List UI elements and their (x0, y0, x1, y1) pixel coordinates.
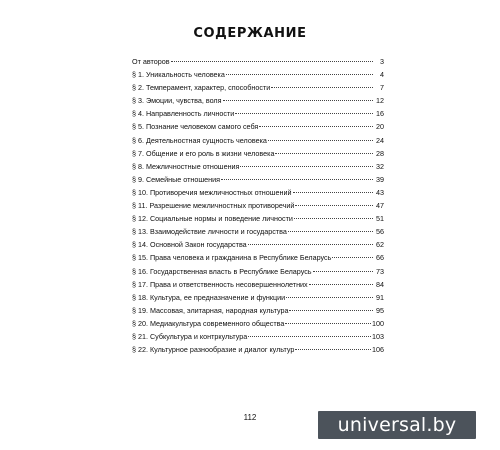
dot-leader (332, 257, 373, 258)
page-title: СОДЕРЖАНИЕ (193, 26, 307, 41)
toc-entry-title: § 13. Взаимодействие личности и государства (132, 227, 287, 237)
dot-leader (259, 126, 373, 127)
dot-leader (271, 87, 373, 88)
toc-entry (132, 107, 384, 120)
toc-entry (132, 134, 384, 147)
watermark-logo (318, 411, 476, 439)
toc-entry-title: § 15. Права человека и гражданина в Республике Беларусь (132, 253, 332, 263)
toc-entry-page: 51 (376, 214, 384, 224)
toc-entry-title: § 20. Медиакультура современного общества (132, 318, 285, 328)
toc-entry (132, 343, 384, 356)
dot-leader (171, 61, 373, 62)
toc-entry (132, 186, 384, 199)
toc-entry-page: 43 (376, 187, 384, 197)
toc-entry-page: 66 (376, 253, 384, 263)
toc-entry (132, 317, 384, 330)
toc-entry (132, 251, 384, 264)
toc-entry-page: 106 (372, 345, 384, 355)
toc-entry (132, 160, 384, 173)
toc-entry-page: 28 (376, 148, 384, 158)
dot-leader (313, 271, 373, 272)
toc-entry (132, 173, 384, 186)
toc-entry-page: 56 (376, 227, 384, 237)
toc-entry (132, 265, 384, 278)
toc-entry (132, 120, 384, 133)
dot-leader (289, 310, 373, 311)
dot-leader (240, 166, 373, 167)
toc-entry-page: 12 (376, 96, 384, 106)
dot-leader (248, 244, 373, 245)
toc-entry-title: § 5. Познание человеком самого себя (132, 122, 259, 132)
toc-entry-page: 20 (376, 122, 384, 132)
toc-entry-page: 47 (376, 201, 384, 211)
dot-leader (285, 323, 371, 324)
toc-entry (132, 291, 384, 304)
watermark-text: universal.by (337, 414, 457, 436)
toc-entry-title: § 9. Семейные отношения (132, 174, 220, 184)
toc-entry-page: 84 (376, 279, 384, 289)
dot-leader (235, 113, 373, 114)
toc-entry-title: § 19. Массовая, элитарная, народная культура (132, 305, 289, 315)
dot-leader (221, 179, 373, 180)
dot-leader (223, 100, 373, 101)
dot-leader (268, 140, 373, 141)
toc-entry-title: § 6. Деятельностная сущность человека (132, 135, 267, 145)
page-number: 112 (243, 413, 257, 422)
toc-entry-page: 62 (376, 240, 384, 250)
toc-entry-page: 100 (372, 318, 384, 328)
toc-entry-page: 73 (376, 266, 384, 276)
toc-entry-title: § 16. Государственная власть в Республике Беларусь (132, 266, 312, 276)
dot-leader (226, 74, 373, 75)
toc-entry (132, 225, 384, 238)
toc-entry (132, 278, 384, 291)
toc-entry-title: § 18. Культура, ее предназначение и функции (132, 292, 286, 302)
toc-entry-title: § 4. Направленность личности (132, 109, 235, 119)
toc-entry-title: § 8. Межличностные отношения (132, 161, 240, 171)
toc-entry (132, 199, 384, 212)
toc-entry-page: 16 (376, 109, 384, 119)
toc-entry-page: 91 (376, 292, 384, 302)
dot-leader (293, 192, 374, 193)
toc-entry (132, 81, 384, 94)
toc-entry-page: 3 (380, 57, 384, 66)
toc-entry-title: § 3. Эмоции, чувства, воля (132, 96, 222, 106)
toc-entry-title: § 12. Социальные нормы и поведение личности (132, 214, 293, 224)
toc-entry-page: 95 (376, 305, 384, 315)
table-of-contents (132, 55, 384, 356)
dot-leader (286, 297, 373, 298)
dot-leader (275, 153, 373, 154)
toc-entry-title: От авторов (132, 57, 170, 66)
dot-leader (295, 205, 373, 206)
toc-entry (132, 238, 384, 251)
dot-leader (248, 336, 371, 337)
toc-entry-page: 32 (376, 161, 384, 171)
dot-leader (295, 349, 371, 350)
toc-entry (132, 147, 384, 160)
dot-leader (294, 218, 373, 219)
toc-entry (132, 330, 384, 343)
toc-entry (132, 304, 384, 317)
toc-entry-title: § 17. Права и ответственность несовершеннолетних (132, 279, 308, 289)
toc-entry-title: § 11. Разрешение межличностных противоречий (132, 201, 295, 211)
toc-entry-title: § 1. Уникальность человека (132, 70, 225, 80)
dot-leader (288, 231, 373, 232)
toc-entry-page: 7 (380, 83, 384, 93)
toc-entry-title: § 14. Основной Закон государства (132, 240, 247, 250)
toc-entry-title: § 21. Субкультура и контркультура (132, 331, 248, 341)
toc-entry-title: § 2. Темперамент, характер, способности (132, 83, 271, 93)
toc-entry-page: 39 (376, 174, 384, 184)
toc-entry-page: 4 (380, 70, 384, 80)
toc-entry-page: 103 (372, 331, 384, 341)
toc-entry (132, 68, 384, 81)
dot-leader (309, 284, 373, 285)
toc-entry-page: 24 (376, 135, 384, 145)
toc-entry (132, 212, 384, 225)
toc-entry-title: § 22. Культурное разнообразие и диалог культур (132, 345, 295, 355)
toc-entry (132, 55, 384, 68)
toc-entry (132, 94, 384, 107)
toc-entry-title: § 7. Общение и его роль в жизни человека (132, 148, 275, 158)
toc-entry-title: § 10. Противоречия межличностных отношений (132, 187, 292, 197)
